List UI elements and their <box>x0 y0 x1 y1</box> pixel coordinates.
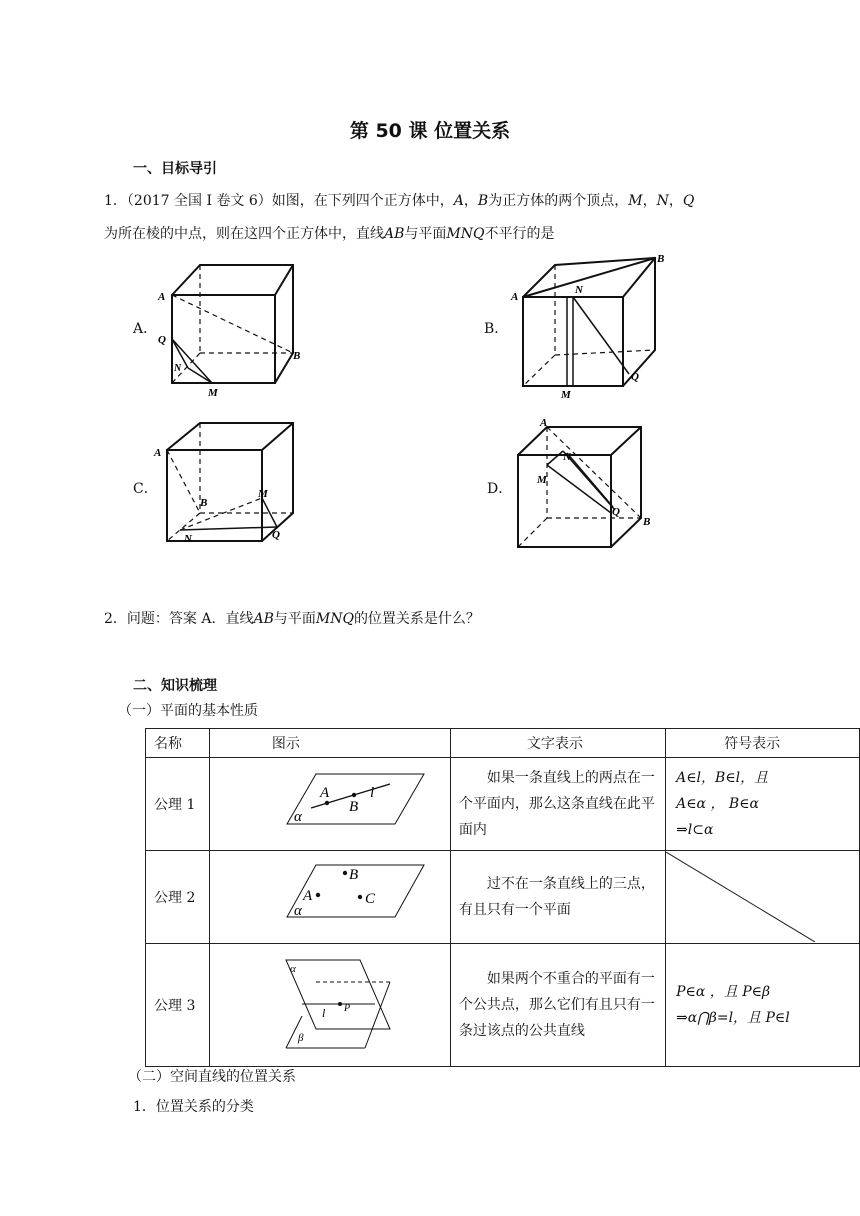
symbol-line: A∈l，B∈l，且 <box>676 770 769 786</box>
symbol-line: A∈α ， B∈α <box>676 796 760 812</box>
header-name: 名称 <box>146 729 210 758</box>
table-row <box>146 758 860 851</box>
header-text: 文字表示 <box>450 729 665 758</box>
q1-var-mnq: MNQ <box>446 226 485 242</box>
ax2-label-a: A <box>302 888 313 904</box>
axiom-1-symbol-cell <box>666 758 860 851</box>
q1-mid: 为正方体的两个顶点， <box>488 193 629 209</box>
option-c-label: C． <box>133 481 158 497</box>
axiom-name: 公理 2 <box>146 851 210 944</box>
ax1-label-l: l <box>369 785 375 801</box>
cube-figure-a <box>150 255 310 400</box>
question-1-line-1 <box>104 190 694 210</box>
q2-mid: 与平面 <box>273 611 316 627</box>
axiom-text: 过不在一条直线上的三点，有且只有一个平面 <box>458 876 655 918</box>
axiom-3-symbol-cell <box>666 944 860 1067</box>
q2-pre: 2．问题：答案 A．直线 <box>104 611 254 627</box>
axiom-name: 公理 3 <box>146 944 210 1067</box>
axiom-1-text-cell <box>450 758 665 851</box>
section-heading-1: 一、目标导引 <box>133 161 217 177</box>
question-2 <box>104 608 480 628</box>
ax2-label-alpha: α <box>293 903 302 919</box>
cube-a-label-m: M <box>208 387 218 399</box>
q1-comma: ， <box>668 193 683 209</box>
cube-b-label-n: N <box>575 284 583 296</box>
axiom-symbol <box>666 975 859 1035</box>
q1-var-n: N <box>656 193 669 209</box>
cube-c-label-b: B <box>200 497 208 509</box>
axiom-name: 公理 1 <box>146 758 210 851</box>
axiom-2-figure-cell <box>209 851 450 944</box>
section-heading-2: 二、知识梳理 <box>133 678 217 694</box>
subsection-heading-1: （一）平面的基本性质 <box>118 703 258 719</box>
q1-line2-pre: 为所在棱的中点，则在这四个正方体中，直线 <box>104 226 384 242</box>
axiom-symbol <box>666 761 859 847</box>
cube-b-label-m: M <box>561 389 571 400</box>
axiom-text: 如果两个不重合的平面有一个公共点，那么它们有且只有一条过该点的公共直线 <box>458 971 655 1039</box>
q1-var-ab: AB <box>384 226 405 242</box>
symbol-line: ⇒α⋂β=l，且 P∈l <box>676 1010 790 1026</box>
cube-b-label-a: A <box>511 291 519 303</box>
axiom-3-text-cell <box>450 944 665 1067</box>
option-b-label: B． <box>484 321 509 337</box>
table-row <box>146 851 860 944</box>
cube-d-label-n: N <box>563 451 571 463</box>
q1-source: （2017 全国 I 卷文 6）如图，在下列四个正方体中， <box>126 193 454 209</box>
list-item: 1．位置关系的分类 <box>133 1099 254 1115</box>
cube-a-label-a: A <box>158 291 166 303</box>
cube-a-label-b: B <box>293 350 301 362</box>
option-d-label: D． <box>487 481 513 497</box>
cube-d-label-m: M <box>537 474 547 486</box>
cube-d-label-a: A <box>540 417 548 429</box>
axiom-1-diagram <box>210 758 450 846</box>
cube-c-label-m: M <box>258 488 268 500</box>
question-1-line-2 <box>104 223 554 243</box>
q1-line2-mid: 与平面 <box>404 226 447 242</box>
axiom-2-symbol-cell <box>666 851 860 944</box>
option-a-label: A． <box>133 321 158 337</box>
cube-d-label-b: B <box>643 516 651 528</box>
q1-var-b: B <box>477 193 489 209</box>
ax1-label-a: A <box>319 785 330 801</box>
q1-var-q: Q <box>682 193 695 209</box>
cube-a-label-n: N <box>174 363 182 374</box>
q1-var-a: A <box>453 193 464 209</box>
axiom-3-figure-cell <box>209 944 450 1067</box>
q1-comma: ， <box>463 193 478 209</box>
diagonal-slash <box>666 852 815 942</box>
q2-end: 的位置关系是什么？ <box>353 611 480 627</box>
cube-c-label-n: N <box>184 533 192 545</box>
cube-figure-d <box>505 415 670 555</box>
table-header-row <box>146 729 860 758</box>
cube-figure-c <box>150 418 310 553</box>
ax2-label-c: C <box>364 891 375 907</box>
axiom-2-text-cell <box>450 851 665 944</box>
cube-c-label-q: Q <box>272 529 280 541</box>
q1-line2-end: 不平行的是 <box>484 226 555 242</box>
axiom-1-figure-cell <box>209 758 450 851</box>
symbol-line: P∈α ，且 P∈β <box>676 984 771 1000</box>
axiom-table <box>145 728 860 1067</box>
cube-b-label-b: B <box>657 253 665 265</box>
q1-comma: ， <box>642 193 657 209</box>
table-row <box>146 944 860 1067</box>
ax3-label-p: P <box>343 1003 350 1014</box>
ax3-label-alpha: α <box>289 963 296 975</box>
header-figure: 图示 <box>209 729 450 758</box>
cube-d-label-q: Q <box>612 506 620 518</box>
q2-var-ab: AB <box>253 611 274 627</box>
q1-number: 1． <box>104 193 127 209</box>
cube-c-label-a: A <box>154 447 162 459</box>
cube-a-label-q: Q <box>158 334 166 346</box>
page-title: 第 50 课 位置关系 <box>349 120 511 142</box>
cube-b-label-q: Q <box>631 371 639 383</box>
ax3-label-l: l <box>321 1006 326 1020</box>
subsection-heading-2: （二）空间直线的位置关系 <box>128 1069 296 1085</box>
axiom-3-diagram <box>210 944 450 1062</box>
ax1-label-alpha: α <box>293 809 302 825</box>
symbol-line: ⇒l⊂α <box>676 822 714 838</box>
header-symbol: 符号表示 <box>666 729 860 758</box>
ax2-label-b: B <box>348 867 359 883</box>
axiom-2-diagram <box>210 851 450 939</box>
ax3-label-beta: β <box>297 1032 304 1044</box>
cube-figure-b <box>505 250 670 400</box>
q1-var-m: M <box>628 193 643 209</box>
ax1-label-b: B <box>348 799 359 815</box>
q2-var-mnq: MNQ <box>315 611 354 627</box>
axiom-text: 如果一条直线上的两点在一个平面内，那么这条直线在此平面内 <box>458 770 655 838</box>
